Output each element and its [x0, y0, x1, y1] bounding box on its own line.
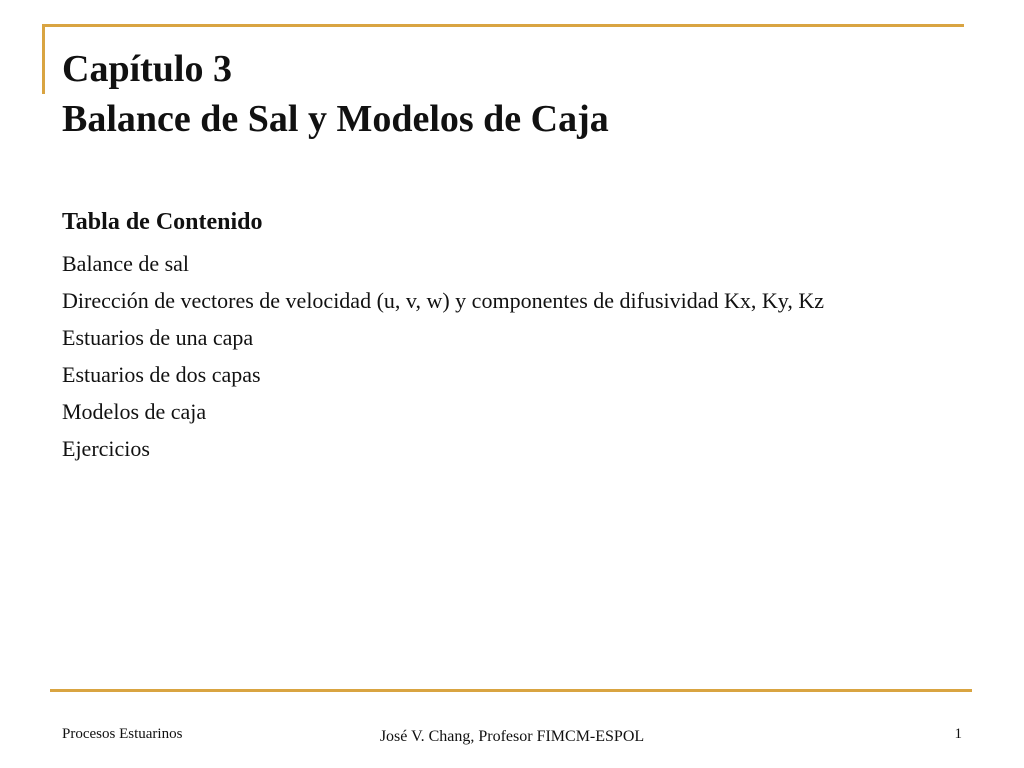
- footer-author: José V. Chang, Profesor FIMCM-ESPOL: [379, 728, 645, 745]
- left-accent-line: [42, 24, 45, 94]
- toc-item: Ejercicios: [62, 436, 150, 461]
- slide-title-line-2: Balance de Sal y Modelos de Caja: [62, 98, 609, 140]
- toc-item: Modelos de caja: [62, 399, 207, 424]
- slide-title: [62, 44, 609, 144]
- top-accent-line: [42, 24, 964, 27]
- toc-item: Dirección de vectores de velocidad (u, v, w) y componentes de difusividad Kx, Ky, Kz: [62, 288, 825, 313]
- footer-divider: [50, 689, 972, 692]
- toc-list: [62, 245, 824, 467]
- toc-item: Estuarios de una capa: [62, 325, 254, 350]
- slide-title-line-1: Capítulo 3: [62, 48, 232, 90]
- toc-heading: Tabla de Contenido: [62, 209, 263, 235]
- toc-item: Balance de sal: [62, 251, 190, 276]
- slide-number: 1: [954, 726, 962, 742]
- footer-course-name: Procesos Estuarinos: [62, 726, 183, 742]
- toc-item: Estuarios de dos capas: [62, 362, 261, 387]
